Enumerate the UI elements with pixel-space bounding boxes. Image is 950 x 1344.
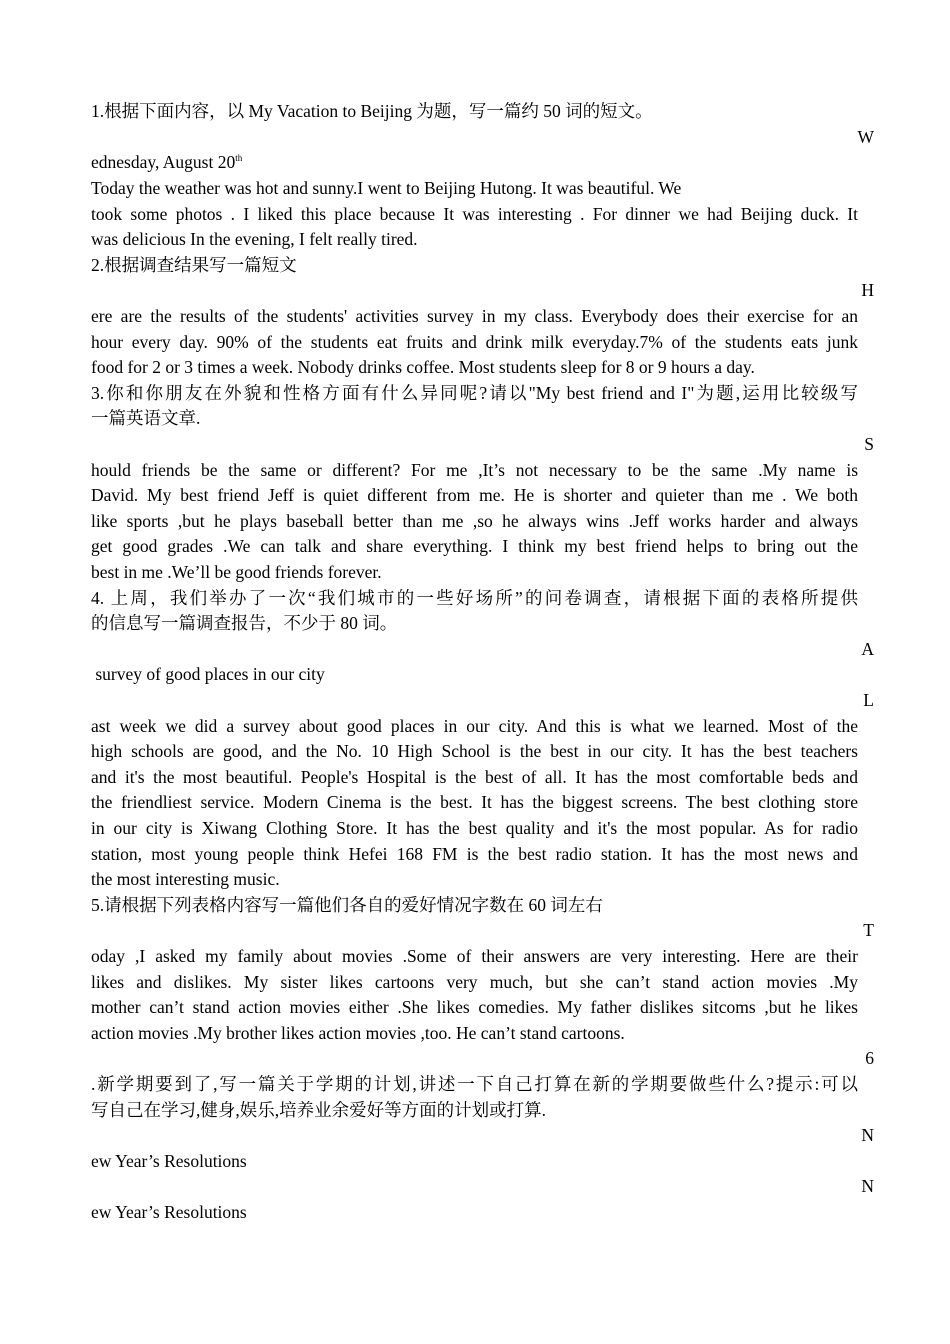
q5-drop-initial: T [863,920,874,940]
q4-line-2: high schools are good, and the No. 10 High School is the best in our city. It has the best teachers [91,741,858,761]
q4-line-1: ast week we did a survey about good places in our city. And this is what we learned. Most of the [91,716,858,736]
q2-prompt: 2.根据调查结果写一篇短文 [91,255,297,275]
q5-line-4: action movies .My brother likes action movies ,too. He can’t stand cartoons. [91,1023,625,1043]
q2-line-3: food for 2 or 3 times a week. Nobody drinks coffee. Most students sleep for 8 or 9 hours a day. [91,357,755,377]
q5-prompt: 5.请根据下列表格内容写一篇他们各自的爱好情况字数在 60 词左右 [91,895,603,915]
q4-line-5: in our city is Xiwang Clothing Store. It has the best quality and it's the most popular. As for radio [91,818,858,838]
q1-line-2: took some photos . I liked this place because It was interesting . For dinner we had Beijing duck. It [91,204,858,224]
q3-line-3: like sports ,but he plays baseball better than me ,so he always wins .Jeff works harder and always [91,511,858,531]
q3-line-2: David. My best friend Jeff is quiet different from me. He is shorter and quieter than me . We both [91,485,858,505]
q3-drop-initial: S [864,434,874,454]
q3-prompt-line-1: 3.你和你朋友在外貌和性格方面有什么异同呢?请以"My best friend and I"为题,运用比较级写 [91,383,858,403]
q2-drop-initial: H [861,280,874,300]
q6-title-1: ew Year’s Resolutions [91,1151,247,1171]
q5-line-2: likes and dislikes. My sister likes cartoons very much, but she can’t stand action movies .My [91,972,858,992]
q3-line-1: hould friends be the same or different? For me ,It’s not necessary to be the same .My name is [91,460,858,480]
q1-date [91,150,858,176]
q3-line-5: best in me .We’ll be good friends forever. [91,562,382,582]
q4-title-drop-initial: A [861,639,874,659]
q6-prompt-line-1: .新学期要到了,写一篇关于学期的计划,讲述一下自己打算在新的学期要做些什么?提示:可以 [91,1074,858,1094]
q6-prompt-line-2: 写自己在学习,健身,娱乐,培养业余爱好等方面的计划或打算. [91,1100,546,1120]
q4-line-4: the friendliest service. Modern Cinema is the best. It has the biggest screens. The best clothing store [91,792,858,812]
q4-drop-initial: L [863,690,874,710]
q1-line-1: Today the weather was hot and sunny.I went to Beijing Hutong. It was beautiful. We [91,178,682,198]
q4-title: survey of good places in our city [91,664,325,684]
q4-line-6: station, most young people think Hefei 168 FM is the best radio station. It has the most news and [91,844,858,864]
q6-title2-drop-initial: N [861,1176,874,1196]
q1-date-sup: th [235,153,243,164]
q2-line-2: hour every day. 90% of the students eat fruits and drink milk everyday.7% of the students eats junk [91,332,858,352]
q6-title-2: ew Year’s Resolutions [91,1202,247,1222]
q5-line-3: mother can’t stand action movies either .She likes comedies. My father dislikes sitcoms ,but he likes [91,997,858,1017]
q6-drop-initial: 6 [865,1048,874,1068]
q4-line-7: the most interesting music. [91,869,280,889]
q6-title1-drop-initial: N [861,1125,874,1145]
q1-drop-initial: W [857,127,874,147]
q3-line-4: get good grades .We can talk and share everything. I think my best friend helps to bring out the [91,536,858,556]
q4-line-3: and it's the most beautiful. People's Hospital is the best of all. It has the most comfortable beds and [91,767,858,787]
q2-line-1: ere are the results of the students' activities survey in my class. Everybody does their exercise for an [91,306,858,326]
q5-line-1: oday ,I asked my family about movies .Some of their answers are very interesting. Here are their [91,946,858,966]
q4-prompt-line-2: 的信息写一篇调查报告，不少于 80 词。 [91,613,398,633]
q1-line-3: was delicious In the evening, I felt really tired. [91,229,418,249]
q1-date-text: ednesday, August 20 [91,152,236,172]
q4-prompt-line-1: 4. 上周，我们举办了一次“我们城市的一些好场所”的问卷调查，请根据下面的表格所提供 [91,588,858,608]
q3-prompt-line-2: 一篇英语文章. [91,408,201,428]
q1-prompt: 1.根据下面内容，以 My Vacation to Beijing 为题，写一篇约 50 词的短文。 [91,101,653,121]
